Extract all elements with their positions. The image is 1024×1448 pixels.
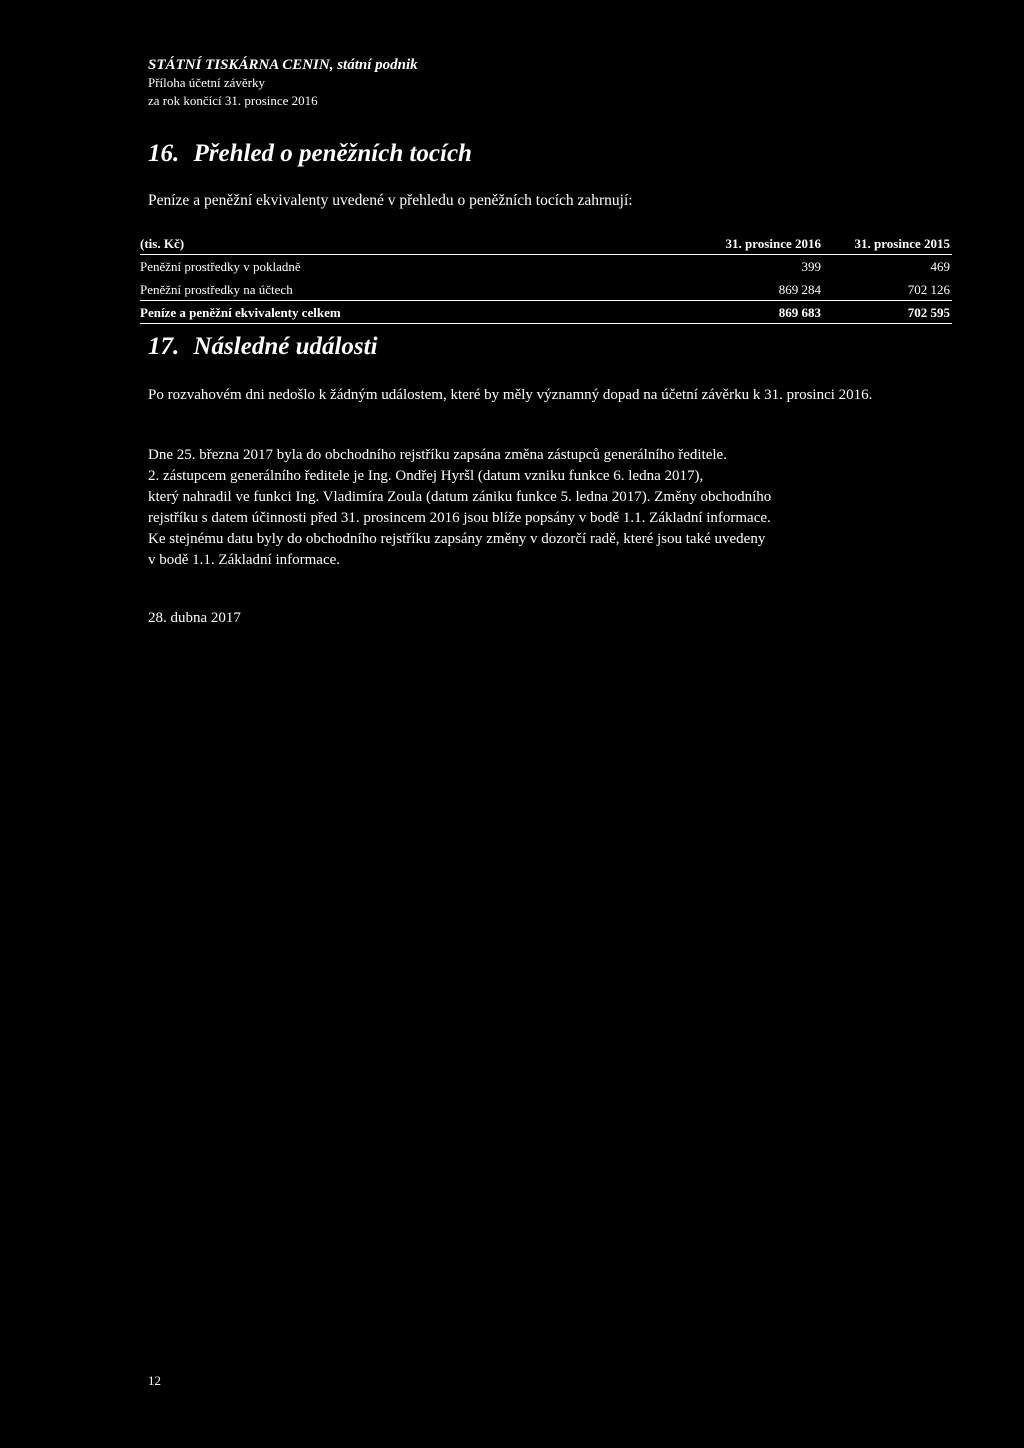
table-header-2015: 31. prosince 2015 <box>854 236 950 251</box>
paragraph-line: Dne 25. března 2017 byla do obchodního rejstříku zapsána změna zástupců generálního ředitele. <box>148 447 727 463</box>
table-header-row <box>140 232 952 255</box>
header-period: za rok končící 31. prosince 2016 <box>148 93 318 108</box>
table-header-unit: (tis. Kč) <box>140 236 185 251</box>
table-header-2016: 31. prosince 2016 <box>725 236 821 251</box>
document-header <box>148 56 418 110</box>
document-date: 28. dubna 2017 <box>148 610 241 626</box>
table-row-value-2015: 702 126 <box>907 282 950 297</box>
paragraph-line: v bodě 1.1. Základní informace. <box>148 552 341 568</box>
table-row <box>140 255 952 278</box>
section-17-number: 17. <box>148 333 180 360</box>
table-row-value-2016: 399 <box>801 259 821 274</box>
paragraph-line: rejstříku s datem účinnosti před 31. prosincem 2016 jsou blíže popsány v bodě 1.1. Základní informace. <box>148 510 771 526</box>
table-row-label: Peněžní prostředky v pokladně <box>140 259 301 274</box>
table-rule <box>140 323 952 324</box>
table-total-2015: 702 595 <box>907 305 950 320</box>
section-17-paragraph-2 <box>148 445 948 571</box>
table-total-label: Peníze a peněžní ekvivalenty celkem <box>140 305 341 320</box>
table-row-value-2015: 469 <box>930 259 950 274</box>
table-row-label: Peněžní prostředky na účtech <box>140 282 293 297</box>
cash-table <box>140 232 952 324</box>
section-16-intro: Peníze a peněžní ekvivalenty uvedené v přehledu o peněžních tocích zahrnují: <box>148 192 633 209</box>
section-17-heading <box>148 333 378 361</box>
paragraph-line: který nahradil ve funkci Ing. Vladimíra Zoula (datum zániku funkce 5. ledna 2017). Změny obchodního <box>148 489 772 505</box>
page-number: 12 <box>148 1373 161 1388</box>
paragraph-line: 2. zástupcem generálního ředitele je Ing. Ondřej Hyršl (datum vzniku funkce 6. ledna 2017), <box>148 468 704 484</box>
section-16-heading <box>148 140 472 168</box>
table-row <box>140 278 952 301</box>
section-17-paragraph-1: Po rozvahovém dni nedošlo k žádným událostem, které by měly významný dopad na účetní závěrku k 31. prosinci 2016. <box>148 387 873 403</box>
section-16-title: Přehled o peněžních tocích <box>193 140 472 167</box>
paragraph-line: Ke stejnému datu byly do obchodního rejstříku zapsány změny v dozorčí radě, které jsou také uvedeny <box>148 531 766 547</box>
table-total-row <box>140 301 952 324</box>
section-16-number: 16. <box>148 140 180 167</box>
company-name: STÁTNÍ TISKÁRNA CENIN, státní podnik <box>148 57 418 73</box>
table-row-value-2016: 869 284 <box>778 282 821 297</box>
section-17-title: Následné události <box>193 333 378 360</box>
table-total-2016: 869 683 <box>778 305 821 320</box>
header-subtitle: Příloha účetní závěrky <box>148 75 265 90</box>
